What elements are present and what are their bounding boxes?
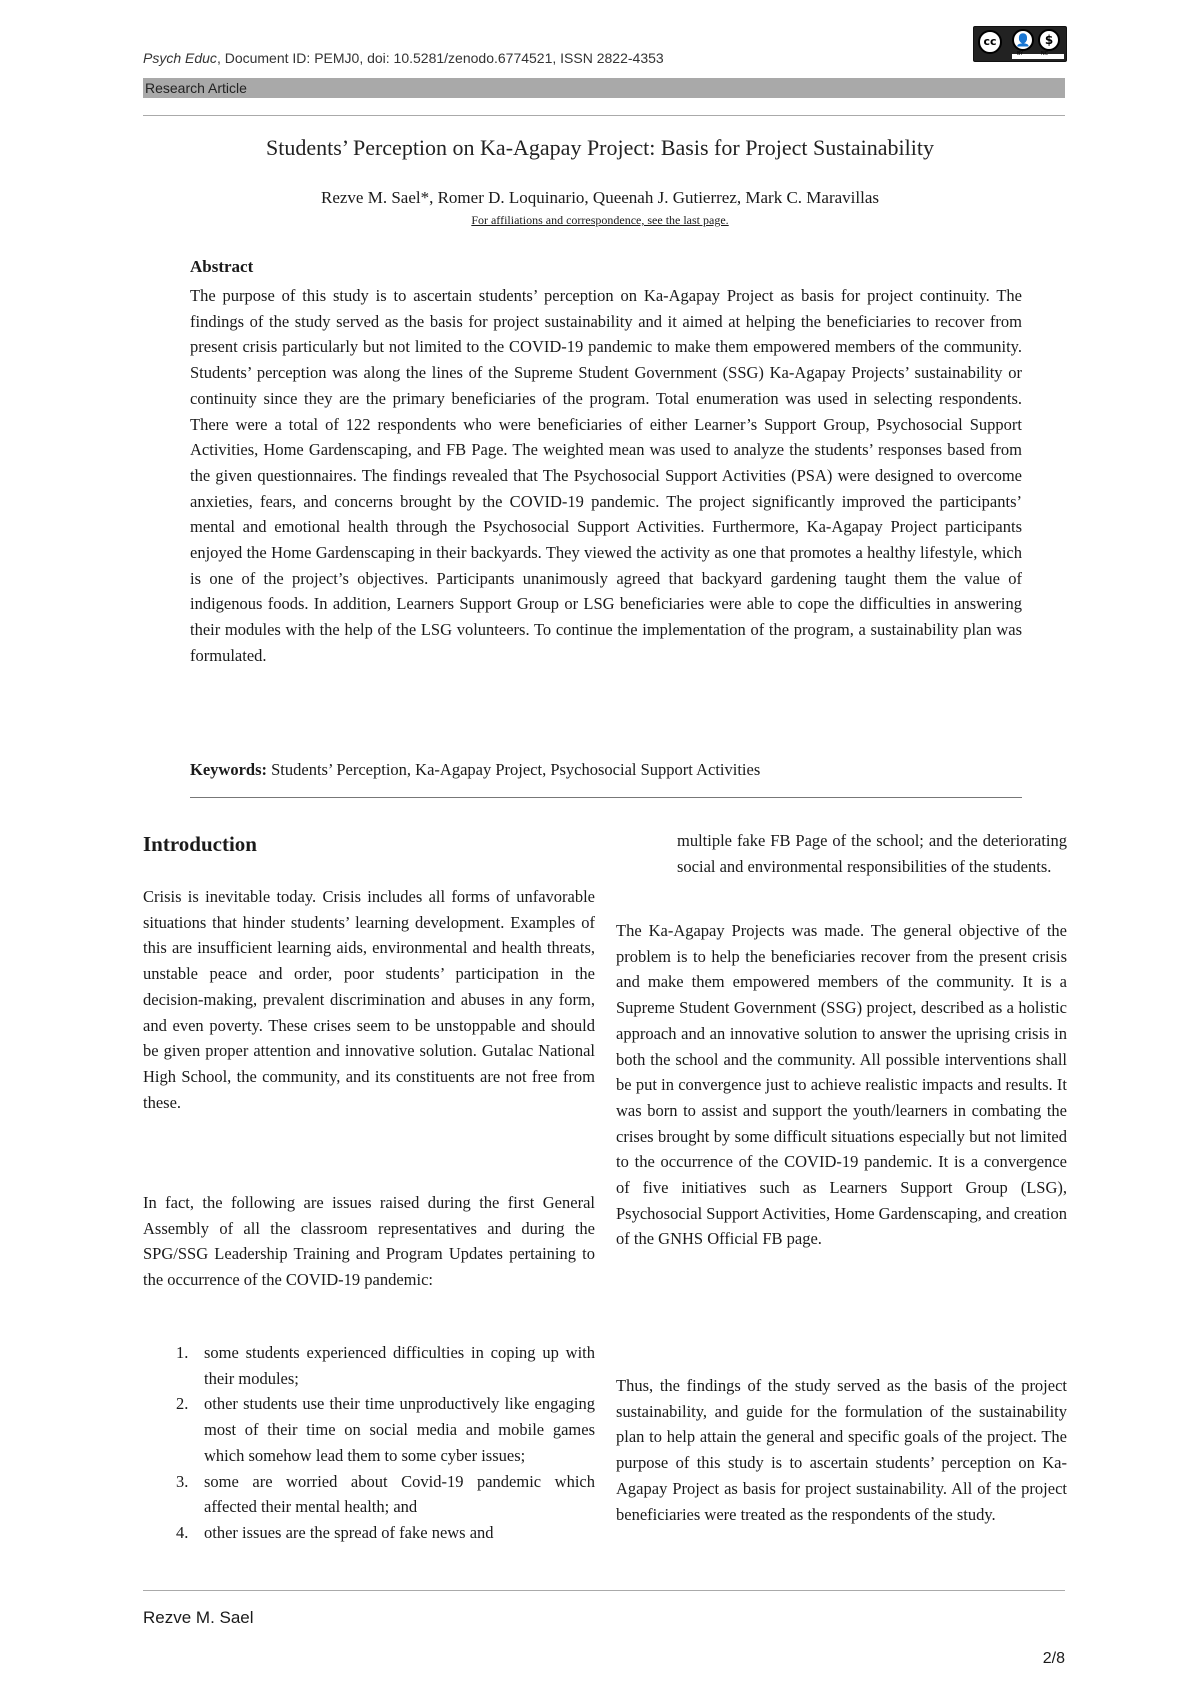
list-item-number: 3. — [176, 1471, 189, 1491]
paper-title: Students’ Perception on Ka-Agapay Project: Basis for Project Sustainability — [265, 135, 935, 160]
footer-author: Rezve M. Sael — [143, 1608, 254, 1627]
list-item-number: 1. — [176, 1343, 189, 1362]
cc-icon: cc — [978, 30, 1002, 54]
header-rule — [143, 115, 1065, 116]
list-item-text: other students use their time unproductively like engaging most of their time on social media and mobile games which somehow lead them to some cyber issues; — [204, 1394, 595, 1465]
keywords — [190, 760, 760, 780]
intro-paragraph-1: Crisis is inevitable today. Crisis includes all forms of unfavorable situations that hinder students’ learning development. Examples of this are insufficient learning aids, environmental and health threats, unstable peace and order, poor students’ participation in the decision-making, prevalent discrimination and abuses in any form, and even poverty. These crises seem to be unstoppable and should be given proper attention and innovative solution. Gutalac National High School, the community, and its constituents are not free from these. — [143, 887, 595, 1112]
nc-icon: $ — [1038, 29, 1060, 51]
list-item-number: 2. — [176, 1394, 189, 1414]
list-item-text: other issues are the spread of fake news and — [204, 1522, 494, 1542]
by-icon: 👤 — [1012, 29, 1034, 51]
abstract-heading: Abstract — [190, 257, 254, 276]
article-type-band: Research Article — [143, 78, 1065, 98]
intro-paragraph-4: Thus, the findings of the study served as the basis of the project sustainability, and guide for the formulation of the sustainability plan to help attain the general and specific goals of the project. The purpose of this study is to ascertain students’ perception on Ka-Agapay Project as basis for project sustainability. All of the project beneficiaries were treated as the respondents of the study. — [616, 1376, 1067, 1524]
license-label-by: BY — [1017, 51, 1024, 57]
list-item — [143, 1469, 595, 1520]
list-item-text: some are worried about Covid-19 pandemic which affected their mental health; and — [204, 1471, 595, 1517]
issues-list — [143, 1340, 595, 1546]
license-label-bar — [1012, 51, 1064, 59]
list-item-number: 4. — [176, 1522, 189, 1542]
list-item-text: some students experienced difficulties in coping up with their modules; — [204, 1343, 595, 1388]
citation-details: , Document ID: PEMJ0, doi: 10.5281/zenodo.6774521, ISSN 2822-4353 — [216, 50, 664, 66]
page-number: 2/8 — [1042, 1650, 1065, 1667]
affiliation-link[interactable]: For affiliations and correspondence, see the last page. — [471, 213, 729, 227]
intro-paragraph-3: The Ka-Agapay Projects was made. The general objective of the problem is to help the beneficiaries recover from the present crisis and make them empowered members of the community. It is a Supreme Student Government (SSG) project, described as a holistic approach and an innovative solution to answer the uprising crisis in both the school and the community. All possible interventions shall be put in convergence just to achieve realistic impacts and results. It was born to assist and support the youth/learners in combating the crises brought by some difficult situations especially but not limited to the occurrence of the COVID-19 pandemic. It is a convergence of five initiatives such as Learners Support Group (LSG), Psychosocial Support Activities, Home Gardenscaping, and creation of the GNHS Official FB page. — [616, 921, 1067, 1249]
cc-license-badge — [973, 26, 1067, 62]
list-item — [143, 1391, 595, 1468]
author-list: Rezve M. Sael*, Romer D. Loquinario, Queenah J. Gutierrez, Mark C. Maravillas — [320, 188, 879, 207]
introduction-heading: Introduction — [143, 832, 257, 856]
keywords-label: Keywords: — [190, 760, 267, 779]
abstract-text: The purpose of this study is to ascertain students’ perception on Ka-Agapay Project as basis for project continuity. The findings of the study served as the basis for project sustainability and it aimed at helping the beneficiaries to recover from present crisis particularly but not limited to the COVID-19 pandemic to make them empowered members of the community. Students’ perception was along the lines of the Supreme Student Government (SSG) Ka-Agapay Projects’ sustainability or continuity since they are the primary beneficiaries of the program. Total enumeration was used in selecting respondents. There were a total of 122 respondents who were beneficiaries of either Learner’s Support Group, Psychosocial Support Activities, Home Gardenscaping, and FB Page. The weighted mean was used to analyze the students’ responses based from the given questionnaires. The findings revealed that The Psychosocial Support Activities (PSA) were designed to overcome anxieties, fears, and concerns brought by the COVID-19 pandemic. The project significantly improved the participants’ mental and emotional health through the Psychosocial Support Activities. Furthermore, Ka-Agapay Project participants enjoyed the Home Gardenscaping in their backyards. They viewed the activity as one that promotes a healthy lifestyle, which is one of the project’s objectives. Participants unanimously agreed that backyard gardening taught them the value of indigenous foods. In addition, Learners Support Group or LSG beneficiaries were able to cope the difficulties in answering their modules with the help of the LSG volunteers. To continue the implementation of the program, a sustainability plan was formulated. — [190, 286, 1022, 665]
intro-paragraph-2: In fact, the following are issues raised during the first General Assembly of all the classroom representatives and during the SPG/SSG Leadership Training and Program Updates pertaining to the occurrence of the COVID-19 pandemic: — [143, 1193, 595, 1290]
keywords-text: Students’ Perception, Ka-Agapay Project, Psychosocial Support Activities — [271, 760, 761, 779]
journal-name: Psych Educ — [143, 50, 217, 66]
list-item — [143, 1520, 595, 1546]
list-continuation: multiple fake FB Page of the school; and the deteriorating social and environmental responsibilities of the students. — [677, 831, 1067, 876]
journal-citation — [143, 50, 1063, 66]
list-item — [143, 1340, 595, 1391]
abstract-rule — [190, 797, 1022, 798]
footer-rule — [143, 1590, 1065, 1591]
license-label-nc: NC — [1041, 51, 1049, 57]
